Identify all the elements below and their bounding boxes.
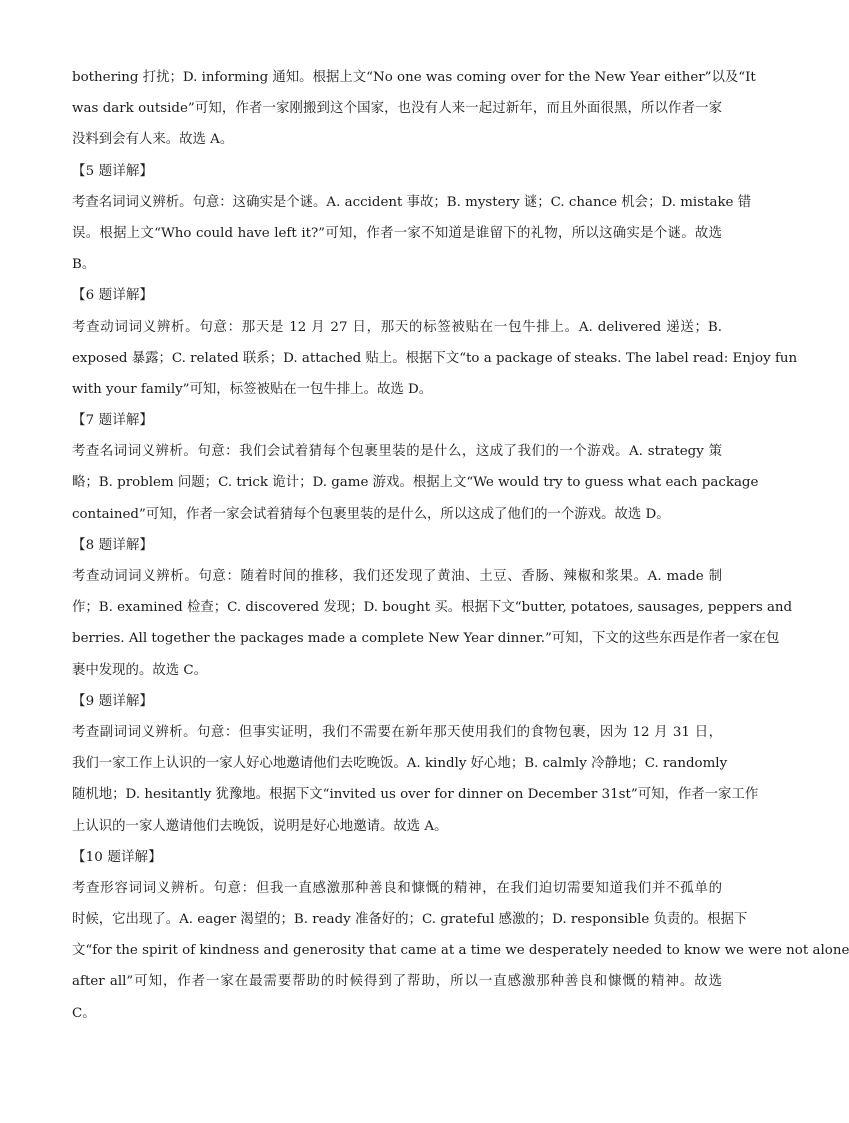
text-line: 考查动词词义辨析。句意：随着时间的推移，我们还发现了黄油、土豆、香肠、辣椒和浆果。A. made 制: [72, 569, 722, 584]
answer-explanation-paragraph: [72, 187, 752, 281]
text-line: 误。根据上文“Who could have left it?”可知，作者一家不知道是谁留下的礼物，所以这确实是个谜。故选: [72, 225, 722, 241]
text-line: 考查动词词义辨析。句意：那天是 12 月 27 日，那天的标签被贴在一包牛排上。A. delivered 递送；B.: [72, 319, 722, 335]
heading-text: 【10 题详解】: [72, 849, 162, 865]
text-line: C。: [72, 1005, 96, 1021]
heading-text: 【8 题详解】: [72, 537, 154, 553]
heading-text: 【7 题详解】: [72, 413, 154, 429]
text-line: 随机地；D. hesitantly 犹豫地。根据下文“invited us over for dinner on December 31st”可知，作者一家工作: [72, 787, 759, 803]
section-heading: [72, 405, 722, 436]
text-line: 考查名词词义辨析。句意：我们会试着猜每个包裹里装的是什么，这成了我们的一个游戏。A. strategy 策: [72, 444, 722, 460]
text-line: exposed 暴露；C. related 联系；D. attached 贴上。根据下文“to a package of steaks. The label read: Enjoy fun: [72, 350, 798, 366]
section-heading: [72, 280, 722, 311]
section-heading: [72, 156, 722, 187]
answer-explanation-paragraph: [72, 717, 759, 842]
text-line: 文“for the spirit of kindness and generosity that came at a time we desperately needed to know we were not alone: [72, 943, 849, 959]
text-line: 作；B. examined 检查；C. discovered 发现；D. bought 买。根据下文“butter, potatoes, sausages, peppers and: [72, 600, 793, 616]
text-line: 考查形容词词义辨析。句意：但我一直感激那种善良和慷慨的精神，在我们迫切需要知道我们并不孤单的: [72, 880, 722, 896]
text-line: 考查副词词义辨析。句意：但事实证明，我们不需要在新年那天使用我们的食物包裹，因为 12 月 31 日，: [72, 724, 722, 740]
text-line: 我们一家工作上认识的一家人好心地邀请他们去吃晚饭。A. kindly 好心地；B. calmly 冷静地；C. randomly: [72, 756, 728, 772]
section-heading: [72, 842, 722, 873]
text-line: bothering 打扰；D. informing 通知。根据上文“No one was coming over for the New Year either”以及“It: [72, 70, 756, 85]
heading-text: 【6 题详解】: [72, 288, 154, 304]
section-heading: [72, 686, 722, 717]
text-line: 考查名词词义辨析。句意：这确实是个谜。A. accident 事故；B. mystery 谜；C. chance 机会；D. mistake 错: [72, 194, 752, 210]
heading-text: 【9 题详解】: [72, 693, 154, 709]
text-line: berries. All together the packages made a complete New Year dinner.”可知，下文的这些东西是作者一家在包: [72, 631, 780, 647]
answer-explanation-paragraph: [72, 873, 849, 1029]
text-line: contained”可知，作者一家会试着猜每个包裹里装的是什么，所以这成了他们的一个游戏。故选 D。: [72, 506, 670, 522]
document-page: [72, 62, 849, 1029]
section-heading: [72, 530, 722, 561]
text-line: 上认识的一家人邀请他们去晚饭，说明是好心地邀请。故选 A。: [72, 818, 448, 834]
text-line: with your family”可知，标签被贴在一包牛排上。故选 D。: [72, 381, 433, 397]
text-line: 没料到会有人来。故选 A。: [72, 132, 234, 148]
answer-explanation-paragraph: [72, 62, 756, 156]
text-line: 时候，它出现了。A. eager 渴望的；B. ready 准备好的；C. grateful 感激的；D. responsible 负责的。根据下: [72, 912, 748, 928]
answer-explanation-paragraph: [72, 561, 793, 686]
heading-text: 【5 题详解】: [72, 163, 154, 179]
text-line: 略；B. problem 问题；C. trick 诡计；D. game 游戏。根据上文“We would try to guess what each package: [72, 475, 759, 491]
answer-explanation-paragraph: [72, 312, 798, 406]
text-line: 裹中发现的。故选 C。: [72, 662, 208, 678]
text-line: was dark outside”可知，作者一家刚搬到这个国家，也没有人来一起过新年，而且外面很黑，所以作者一家: [72, 101, 722, 117]
answer-explanation-paragraph: [72, 436, 759, 530]
text-line: after all”可知，作者一家在最需要帮助的时候得到了帮助，所以一直感激那种善良和慷慨的精神。故选: [72, 974, 722, 990]
text-line: B。: [72, 257, 96, 273]
